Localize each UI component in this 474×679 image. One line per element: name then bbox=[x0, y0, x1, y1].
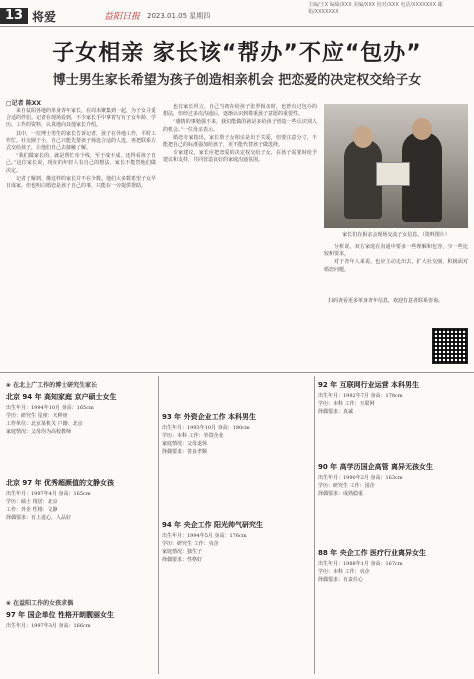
listing-detail-line: 学历：研究生 星座：天秤座 bbox=[6, 413, 68, 419]
section-divider bbox=[0, 372, 474, 373]
page-header bbox=[0, 0, 474, 27]
listing-detail-line: 家庭情况：独生子 bbox=[162, 549, 203, 555]
listing-detail-line: 择偶要求：善良孝顺 bbox=[162, 449, 208, 455]
listing-detail-line: 出生年月：1992年7月 身高：178cm bbox=[318, 393, 403, 399]
listing-title: 92 年 互联网行业运营 本科男生 bbox=[318, 381, 420, 389]
listing-detail-line: 择偶要求：成熟稳重 bbox=[318, 491, 364, 497]
editor-meta: 主编/王X 编辑/XXX 美编/XXX 校对/XXX 电话/XXXXXXX 邮箱/XXXXXXX bbox=[308, 2, 443, 15]
listing-details bbox=[6, 490, 154, 522]
byline: □记者 陈XX bbox=[6, 100, 42, 107]
listing-details bbox=[318, 392, 466, 416]
listing-details bbox=[318, 560, 466, 584]
listing-detail-line: 出生年月：1993年10月 身高：180cm bbox=[162, 425, 250, 431]
listing-title: 88 年 央企工作 医疗行业离异女生 bbox=[318, 549, 427, 557]
column-divider bbox=[158, 376, 159, 674]
listing-detail-line: 出生年月：1997年4月 身高：165cm bbox=[6, 491, 91, 497]
paragraph: “我们做家长的，就是帮忙牵个线，至于成不成，还得看孩子自己。”这位家长说，现在的年轻人有自己的想法，家长不能替他们做决定。 bbox=[6, 153, 156, 174]
section-name: 将爱 bbox=[32, 10, 57, 24]
listing-detail-line: 学历：本科 工作：外资企业 bbox=[162, 433, 224, 439]
listing-detail-line: 择偶要求：有上进心，人品好 bbox=[6, 515, 72, 521]
paragraph: 来自益阳各地的单身青年家长，在周末聚集到一起，为子女寻觅合适的伴侣。记者在现场看到，不少家长手中拿着写有子女年龄、学历、工作的资料，认真地向其他家长介绍。 bbox=[6, 108, 157, 129]
listing-title: 93 年 外资企业工作 本科男生 bbox=[162, 413, 257, 421]
listing-detail-line: 工作单位：北京某机关 户籍：北京 bbox=[6, 421, 83, 427]
paragraph: 婚恋专家指出，家长帮子女相亲是出于关爱，但要注意分寸，不能把自己的标准强加给孩子，更不能代替孩子做选择。 bbox=[163, 134, 317, 149]
listing-details bbox=[318, 474, 466, 498]
qr-code-icon[interactable] bbox=[432, 328, 468, 364]
listing-title: 北京 94 年 高知家庭 京户硕士女生 bbox=[6, 393, 117, 401]
listing-details bbox=[6, 622, 154, 630]
column-divider bbox=[314, 376, 315, 674]
listing-details bbox=[162, 424, 310, 456]
listing-detail-line: 学历：研究生 工作：央企 bbox=[162, 541, 219, 547]
listing-title: 北京 97 年 优秀超颜值的文静女孩 bbox=[6, 479, 115, 487]
paragraph: 对于青年人来说，也应主动走出去，扩大社交圈，积极面对婚恋问题。 bbox=[324, 259, 468, 273]
listing-detail-line: 出生年月：1990年2月 身高：163cm bbox=[318, 475, 403, 481]
listing-detail-line: 出生年月：1994年5月 身高：176cm bbox=[162, 533, 247, 539]
listing-detail-line: 出生年月：1997年3月 身高：166cm bbox=[6, 623, 91, 629]
article-column-3 bbox=[324, 244, 468, 275]
subheadline: 博士男生家长希望为孩子创造相亲机会 把恋爱的决定权交给子女 bbox=[52, 73, 422, 88]
listing-details bbox=[6, 404, 154, 436]
listing-detail-line: 择偶要求：有责任心 bbox=[318, 577, 364, 583]
paragraph: 记者了解到，像这样的家长并不在少数。他们大多数希望子女早日成家，但也明白婚恋是孩子自己的事，只能在一旁提供帮助。 bbox=[6, 175, 157, 190]
page-number: 13 bbox=[0, 8, 28, 24]
issue-date: 2023.01.05 星期四 bbox=[147, 12, 211, 20]
listing-detail-line: 家庭情况：父母均为高校教师 bbox=[6, 429, 72, 435]
listing-title: 94 年 央企工作 阳光帅气研究生 bbox=[162, 521, 264, 529]
paragraph: 分析说，双方家庭在沟通中要多一些理解和包容，少一些比较和要求。 bbox=[324, 244, 468, 258]
listing-group-title: ❀ 在北上广工作的博士研究生家长 bbox=[6, 382, 98, 389]
paragraph: 其中，一位博士男生的家长告诉记者，孩子在外地工作，平时工作忙，社交圈子小，自己只能先帮孩子筛选合适的人选，再把联系方式交给孩子，让他们自己去接触了解。 bbox=[6, 130, 157, 152]
listing-detail-line: 择偶要求：真诚 bbox=[318, 409, 354, 415]
listing-detail-line: 择偶要求：性格好 bbox=[162, 557, 203, 563]
listing-details bbox=[162, 532, 310, 564]
listing-detail-line: 学历：研究生 工作：国企 bbox=[318, 483, 375, 489]
photo-caption: 家长们在相亲会现场交流子女信息。（资料图片） bbox=[342, 232, 450, 238]
article-column-1 bbox=[6, 108, 156, 191]
listing-detail-line: 工作：外企 性格：文静 bbox=[6, 507, 58, 513]
listing-detail-line: 家庭情况：父母退休 bbox=[162, 441, 208, 447]
paragraph: 专家建议，家长应把恋爱的决定权交给子女，在孩子需要时给予建议和支持，共同营造良好的家庭沟通氛围。 bbox=[163, 150, 317, 164]
article-photo bbox=[324, 104, 468, 228]
listing-detail-line: 出生年月：1994年10月 身高：165cm bbox=[6, 405, 94, 411]
listing-detail-line: 出生年月：1988年1月 身高：167cm bbox=[318, 561, 403, 567]
listing-group-title: ❀ 在益阳工作的女孩求偶 bbox=[6, 600, 74, 607]
listing-detail-line: 学历：本科 工作：互联网 bbox=[318, 401, 375, 407]
listing-title: 97 年 国企单位 性格开朗靓丽女生 bbox=[6, 611, 115, 619]
listing-detail-line: 学历：本科 工作：央企 bbox=[318, 569, 370, 575]
listing-title: 90 年 高学历国企高管 离异无孩女生 bbox=[318, 463, 434, 471]
article-column-2 bbox=[163, 104, 317, 166]
paragraph: “感情的事勉强不来，我们能做的就是多给孩子创造一些认识别人的机会。”一位母亲表示。 bbox=[163, 119, 317, 133]
paragraph: 也有家长坦言，自己当初在给孩子张罗相亲时，也曾有过包办的想法，但经过多次沟通后，逐渐认识到尊重孩子意愿的重要性。 bbox=[163, 104, 317, 118]
headline: 子女相亲 家长该“帮办”不应“包办” bbox=[52, 41, 422, 66]
newspaper-logo: 益阳日报 bbox=[104, 12, 141, 22]
info-box-text: 扫码查看更多单身青年信息，欢迎有意者联系咨询。 bbox=[328, 298, 444, 304]
listing-detail-line: 学历：硕士 现居：北京 bbox=[6, 499, 58, 505]
